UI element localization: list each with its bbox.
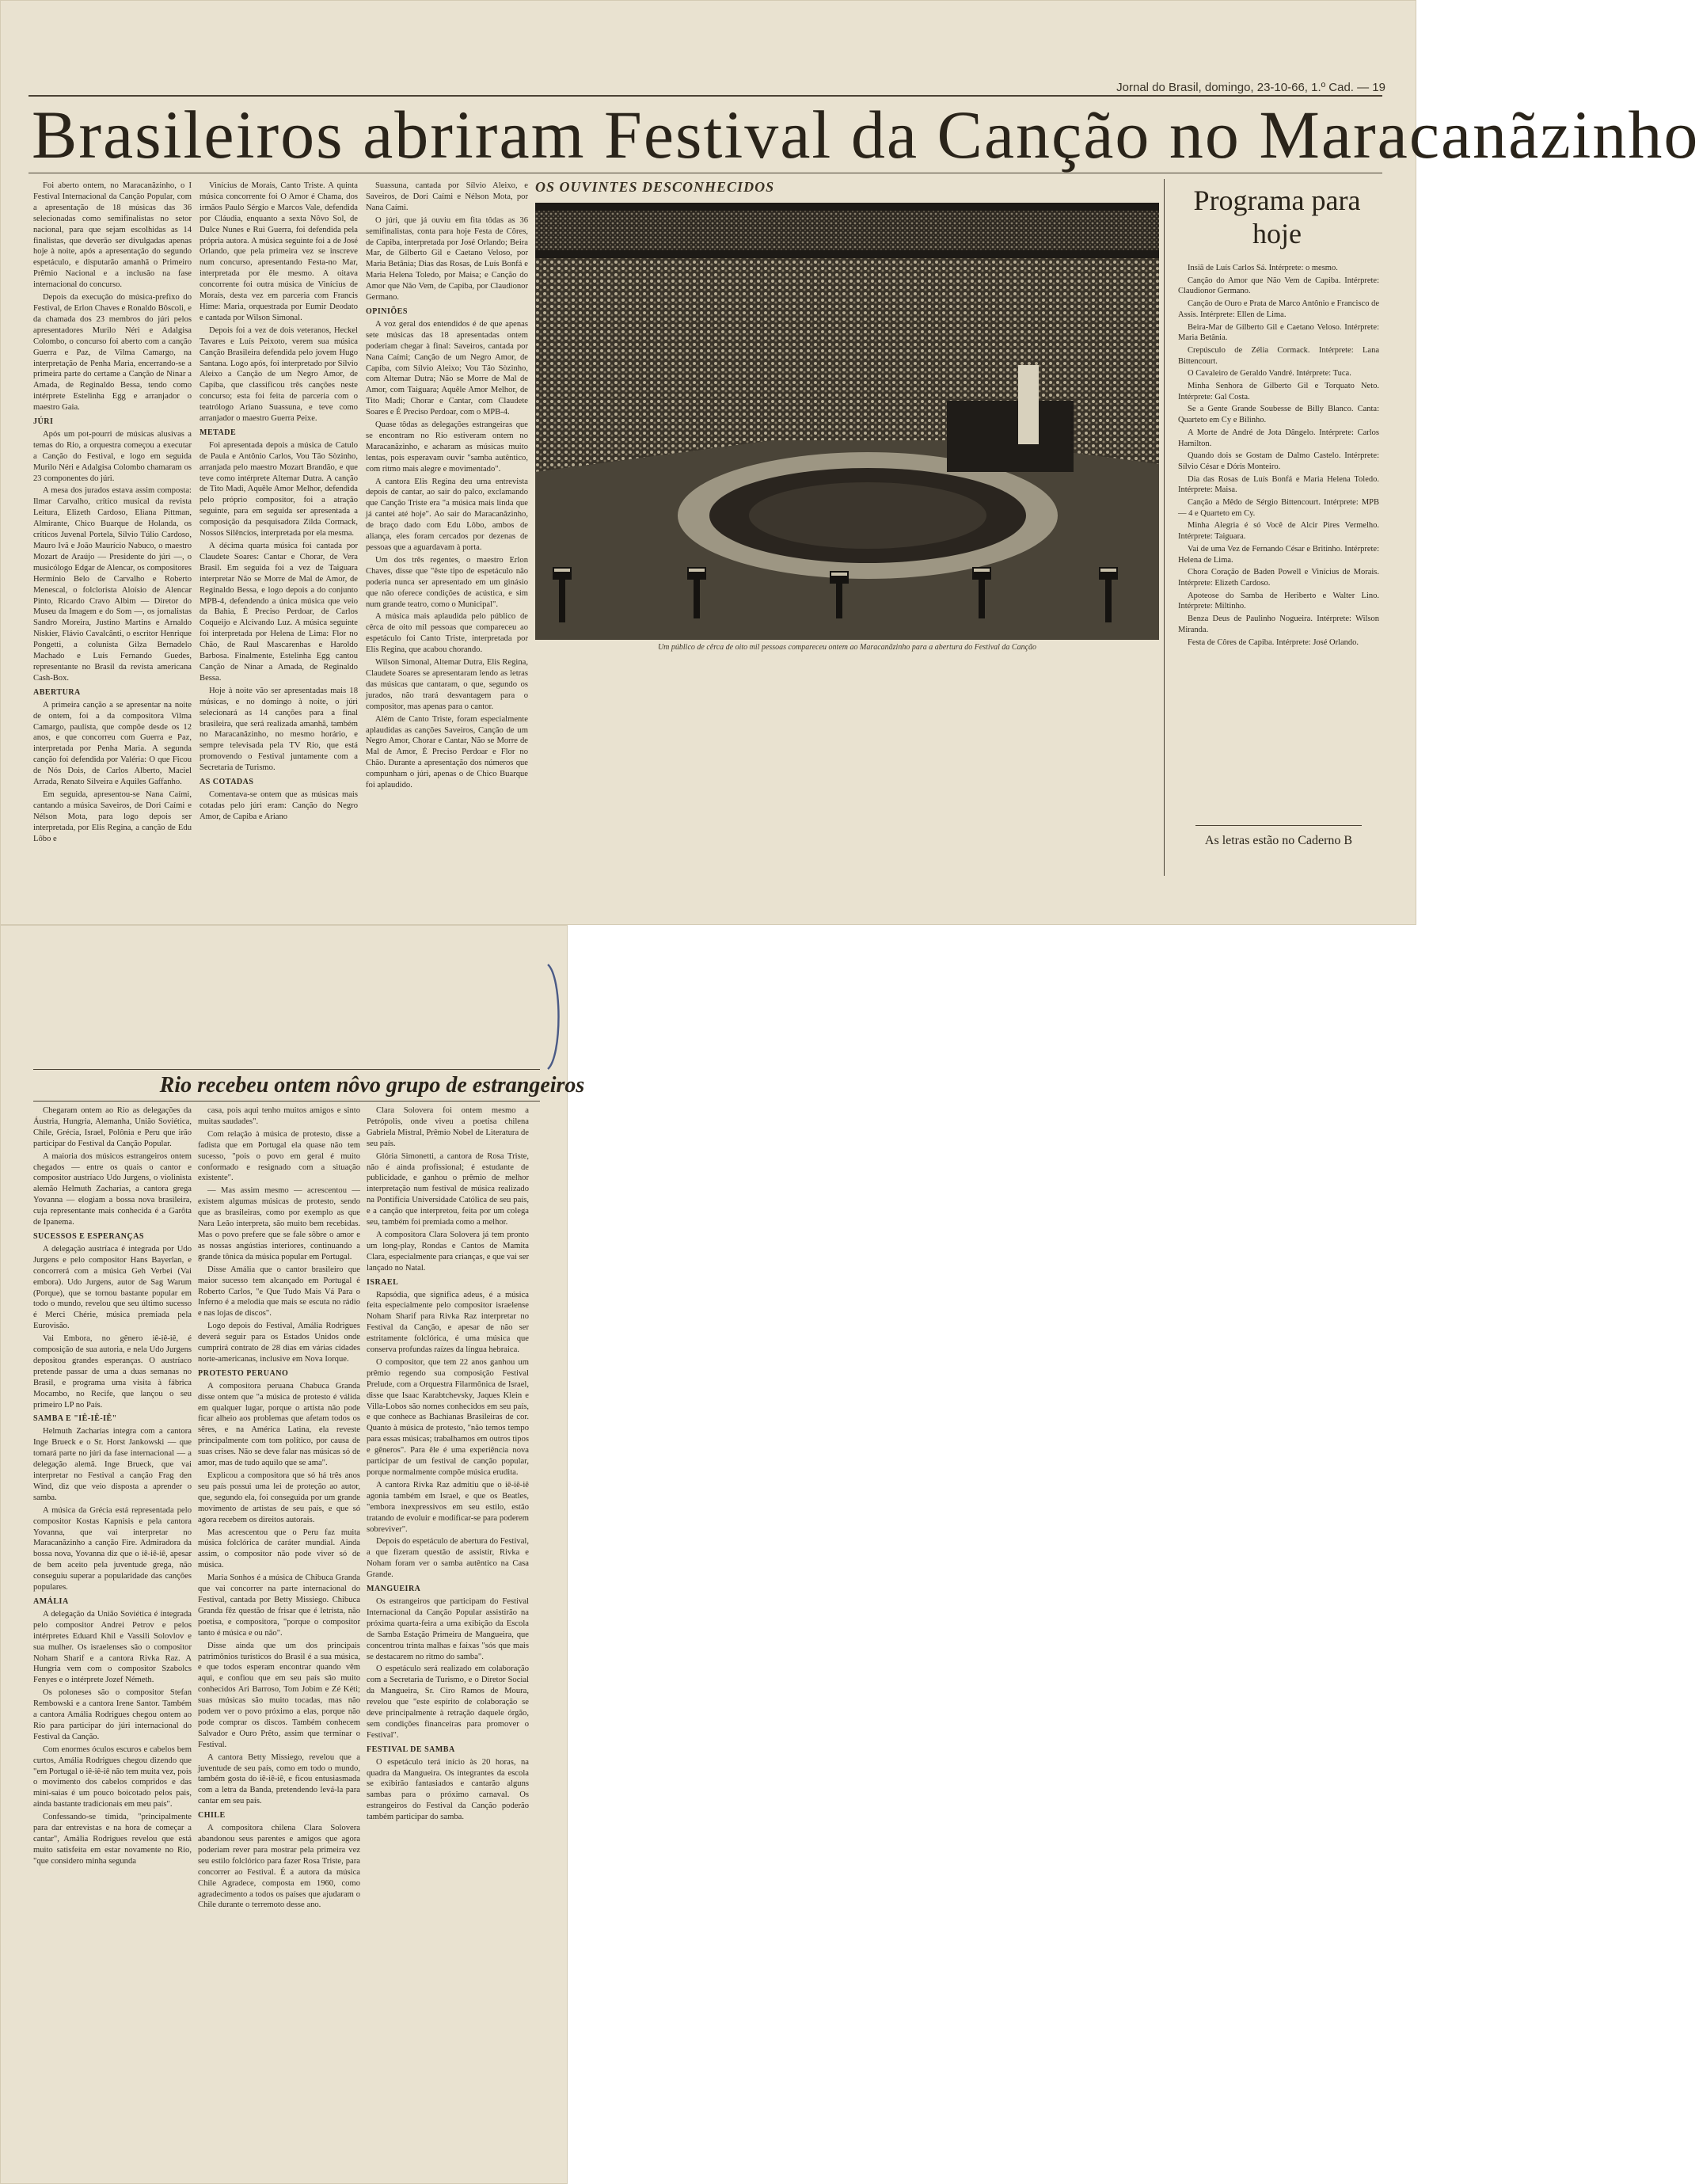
sub-headline-rule-bottom <box>33 1101 540 1102</box>
program-item: Chora Coração de Baden Powell e Vinícius de Morais. Intérprete: Elizeth Cardoso. <box>1178 568 1379 588</box>
paragraph: Disse ainda que um dos principais patrimônios turísticos do Brasil é a sua música, e que todos esperam encontrar quando vêm aqui, e confiou que em seu país são muito conhecidos Ari Barroso, Tom Jobim e Zé Kéti; suas músicas são muito tocadas, mas não podem ver o povo próximo a elas, porque não pode comprar os discos. Também conhecem Salvador e Ouro Prêto, assim que terminar o Festival. <box>198 1641 360 1749</box>
paragraph: Com enormes óculos escuros e cabelos bem curtos, Amália Rodrigues chegou dizendo que "em Portugal o iê-iê-iê não tem muita vez, pois o movimento dos cabelos compridos e das mini-saias é um pouco boicotado pelos pais, ainda bastante tradicionais em meu país". <box>33 1745 192 1809</box>
dateline: Jornal do Brasil, domingo, 23-10-66, 1.º Cad. — 19 <box>1116 81 1385 94</box>
sub-headline: Rio recebeu ontem nôvo grupo de estrangeiros <box>159 1073 585 1098</box>
section-subhead: SAMBA E "IÊ-IÊ-IÊ" <box>33 1414 117 1424</box>
paragraph: Logo depois do Festival, Amália Rodrigues deverá seguir para os Estados Unidos onde cumprirá contrato de 28 dias em várias cidades norte-americanas, inclusive em Nova Iorque. <box>198 1322 360 1364</box>
program-item: Minha Senhora de Gilberto Gil e Torquato Neto. Intérprete: Gal Costa. <box>1178 382 1379 401</box>
section-subhead: FESTIVAL DE SAMBA <box>367 1745 455 1754</box>
program-item: O Cavaleiro de Geraldo Vandré. Intérprete: Tuca. <box>1188 369 1351 379</box>
paragraph: Um dos três regentes, o maestro Erlon Chaves, disse que "êste tipo de espetáculo não poderia nunca ser apresentado em um ginásio que não oferece condições de acústica, e sim num grande teatro, como o Municipal". <box>366 555 528 609</box>
article-column-2 <box>200 181 358 1067</box>
program-item: Se a Gente Grande Soubesse de Billy Blanco. Canta: Quarteto em Cy e Bilinho. <box>1178 405 1379 425</box>
paragraph: A primeira canção a se apresentar na noite de ontem, foi a da compositora Vilma Camargo, paulista, que compõe desde os 12 anos, e que concorreu com Guerra e Paz, interpretada por Penha Maria. A segunda canção foi defendida por Valéria: O que Ficou de Nós Dois, de Carlos Alberto, Maciel Arrada, Renato Silveira e Aquiles Gaffanho. <box>33 700 192 787</box>
paragraph: O espetáculo será realizado em colaboração com a Secretaria de Turismo, e o Diretor Social da Mangueira, Sr. Ciro Ramos de Moura, revelou que "este espírito de colaboração se deve principalmente à retração daquele órgão, sem condições financeiras para promover o Festival". <box>367 1665 529 1740</box>
paragraph: A compositora chilena Clara Solovera abandonou seus parentes e amigos que agora poderiam rever para mostrar pela primeira vez seu estilo folclórico para fazer Rosa Triste, para concorrer ao Festival. É a autora da música Chile Agradece, composta em 1960, como agradecimento a todos os países que ajudaram o Chile durante o terremoto desse ano. <box>198 1824 360 1910</box>
paragraph: A cantora Elis Regina deu uma entrevista depois de cantar, ao sair do palco, exclamando que Canção Triste era "a música mais linda que já cantei até hoje". Ao sair do Maracanãzinho, de braço dado com Edu Lôbo, ambos de aliança, eles foram cercados por dezenas de pessoas que a aguardavam à porta. <box>366 477 528 552</box>
paragraph: Helmuth Zacharias integra com a cantora Inge Brueck e o Sr. Horst Jankowski — que tomará parte no júri da fase internacional — a delegação alemã. Inge Brueck, que vai interpretar no Festival a canção Frag den Wind, diz que veio disposta a aprender o samba. <box>33 1427 192 1502</box>
paragraph: A delegação da União Soviética é integrada pelo compositor Andrei Petrov e pelos intérpretes Eduard Khil e Vassili Solovlov e sua mulher. Os israelenses são o compositor Noham Sharif e a cantora Rivka Raz. A Hungria vem com o compositor Szabolcs Fenyes e o intérprete Jozef Németh. <box>33 1609 192 1685</box>
program-item: Crepúsculo de Zélia Cormack. Intérprete: Lana Bittencourt. <box>1178 345 1379 366</box>
paragraph: Além de Canto Triste, foram especialmente aplaudidas as canções Saveiros, Canção de um Negro Amor, Chorar e Cantar, Não se Morre de Mal de Amor, É Preciso Perdoar e Flor no Chão. Durante a apresentação dos números que compunham o júri, apenas o de Chico Buarque foi aplaudido. <box>366 714 528 790</box>
headline: Brasileiros abriram Festival da Canção no Maracanãzinho <box>32 97 1699 173</box>
article2-column-1 <box>33 1105 192 2178</box>
paragraph: A música da Grécia está representada pelo compositor Kostas Kapnisis e pela cantora Yovanna, que vai interpretar no Maracanãzinho a canção Fire. Admiradora da bossa nova, Yovanna diz que o iê-iê-iê, apesar de bem aceito pela juventude grega, não conseguiu superar a popularidade das canções populares. <box>33 1505 192 1592</box>
paragraph: Depois foi a vez de dois veteranos, Heckel Tavares e Luís Peixoto, verem sua música Canção Brasileira defendida pelo jovem Hugo Santana. Logo após, foi interpretado por Sílvio Aleixo a Canção de um Negro Amor, de Capiba, que classificou três canções neste concurso; esta foi feita de parceria com o teatrólogo Ariano Suassuna, e teve como arranjador o maestro Guerra Peixe. <box>200 325 358 424</box>
program-item: A Morte de André de Jota Dângelo. Intérprete: Carlos Hamilton. <box>1178 428 1379 448</box>
paragraph: Rapsódia, que significa adeus, é a música feita especialmente pelo compositor israelense Noham Sharif para Rivka Raz interpretar no Festival da Canção, e apesar de não ser estritamente folclórica, é uma música que conserva profundas raízes da língua hebraica. <box>367 1290 529 1355</box>
sidebar-title: Programa para hoje <box>1193 185 1361 249</box>
paragraph: Depois do espetáculo de abertura do Festival, a que fizeram questão de assistir, Rivka e Noham foram ver o samba autêntico na Casa Grande. <box>367 1537 529 1580</box>
paragraph: A compositora peruana Chabuca Granda disse ontem que "a música de protesto é válida em qualquer lugar, porque o artista não pode ficar alheio aos problemas que afetam todos os sêres, e na América Latina, ela reveste principalmente com tom político, por causa de suas crises. Não se deve falar nas músicas só de amor, mas de tudo aquilo que se ama". <box>198 1381 360 1468</box>
paragraph: Suassuna, cantada por Sílvio Aleixo, e Saveiros, de Dori Caími e Nélson Mota, por Nana Caími. <box>366 181 528 212</box>
paragraph: A cantora Betty Missiego, revelou que a juventude de seu país, como em todo o mundo, também gosta do iê-iê-iê, e ficou entusiasmada com a letra da Banda, pretendendo levá-la para cantar em seu país. <box>198 1752 360 1806</box>
section-subhead: OPINIÕES <box>366 306 408 316</box>
paragraph: casa, pois aqui tenho muitos amigos e sinto muitas saudades". <box>198 1106 360 1126</box>
paragraph: Mas acrescentou que o Peru faz muita música folclórica de caráter mundial. Ainda assim, o compositor não pode viver só de música. <box>198 1528 360 1570</box>
program-item: Vai de uma Vez de Fernando César e Britinho. Intérprete: Helena de Lima. <box>1178 544 1379 565</box>
paragraph: O compositor, que tem 22 anos ganhou um prêmio regendo sua composição Festival Prelude, com a Orquestra Filarmônica de Israel, disse que Isaac Karabtchevsky, Jaques Klein e Villa-Lobos são nomes conhecidos em seu país, e que conhece as Bachianas Brasileiras de cor. Quanto à música de protesto, "não temos tempo para essas músicas; trabalhamos em outros tipos e gêneros". Para êle é uma experiência nova participar de um festival de canção popular, porque normalmente compõe música erudita. <box>367 1357 529 1477</box>
sub-headline-rule-top <box>33 1069 540 1070</box>
program-item: Quando dois se Gostam de Dalmo Castelo. Intérprete: Sílvio César e Dóris Monteiro. <box>1178 451 1379 471</box>
paragraph: O júri, que já ouviu em fita tôdas as 36 semifinalistas, conta para hoje Festa de Côres, de Capiba, interpretada por José Orlando; Beira Mar, de Gilberto Gil e Caetano Veloso, por Maria Betânia; Dias das Rosas, de Luís Bonfá e Maria Helena Toledo, por Maisa; e Canção do Amor que Não Vem, de Capiba, por Claudionor Germano. <box>366 215 528 302</box>
paragraph: Em seguida, apresentou-se Nana Caími, cantando a música Saveiros, de Dori Caími e Nélson Mota, para logo depois ser interpretada, por Elis Regina, a canção de Edu Lôbo e <box>33 790 192 843</box>
section-subhead: SUCESSOS E ESPERANÇAS <box>33 1231 144 1241</box>
sidebar-note: As letras estão no Caderno B <box>1204 834 1353 847</box>
paragraph: Chegaram ontem ao Rio as delegações da Áustria, Hungria, Alemanha, União Soviética, Chile, Grécia, Israel, Polônia e Peru que irão participar do Festival da Canção Popular. <box>33 1106 192 1148</box>
paragraph: A compositora Clara Solovera já tem pronto um long-play, Rondas e Cantos de Mamita Clara, especialmente para crianças, e que vai ser lançado no Natal. <box>367 1230 529 1273</box>
sidebar-program-list <box>1178 263 1379 821</box>
program-item: Canção de Ouro e Prata de Marco Antônio e Francisco de Assis. Intérprete: Ellen de Lima. <box>1178 299 1380 319</box>
paragraph: Após um pot-pourri de músicas alusivas a temas do Rio, a orquestra começou a executar a Canção do Festival, e logo em seguida Murilo Néri e Adalgisa Colombo chamaram os 23 componentes do júri. <box>33 429 192 483</box>
section-subhead: METADE <box>200 428 237 437</box>
photo-label: OS OUVINTES DESCONHECIDOS <box>535 179 775 195</box>
paragraph: Maria Sonhos é a música de Chibuca Granda que vai concorrer na parte internacional do Festival, cantada por Betty Missiego. Chibuca Granda fêz questão de frisar que é letrista, não poetisa, e compositora, "porque o compositor tanto é música e ou não". <box>198 1573 360 1638</box>
paragraph: Depois da execução do música-prefixo do Festival, de Erlon Chaves e Ronaldo Bôscoli, e da chamada dos 23 membros do júri pelos apresentadores Murilo Néri e Adalgisa Colombo, o concurso foi aberto com a canção Guerra e Paz, de Vilma Camargo, na interpretação de Penha Maria, encerrando-se a primeira parte do certame a Canção de Ninar a Amada, de Reginaldo Bessa, tendo como intérprete Estelinha Egg e arranjador o maestro Gaia. <box>33 293 192 413</box>
paragraph: Vai Embora, no gênero iê-iê-iê, é composição de sua autoria, e nela Udo Jurgens depositou grandes esperanças. O austríaco pretende passar de uma a duas semanas no Brasil, e programa uma visita à fábrica Mocambo, no Recife, que lançou o seu primeiro LP no País. <box>33 1334 192 1410</box>
paragraph: A mesa dos jurados estava assim composta: Ilmar Carvalho, crítico musical da revista Leitura, Elizeth Cardoso, Eliana Pittman, Almirante, Chico Buarque de Holanda, os críticos Juvenal Portela, Sílvio Túlio Cardoso, Mauro Ivã e João Maurício Nabuco, o maestro Mozart de Araújo — Presidente do júri —, o musicólogo Edgar de Alencar, os compositores Hermínio Belo de Carvalho e Roberto Menescal, o folclorista Aloísio de Alencar Pinto, Ricardo Cravo Albim — Diretor do Museu da Imagem e do Som —, os jornalistas Sandro Moreira, Justino Martins e Arnaldo Niskier, Flávio Cavalcânti, o escritor Henrique Pongetti, a colunista Gilza Bernadelo Machado e Luís Fernando Guedes, representante no Brasil da revista americana Cash-Box. <box>33 486 192 683</box>
program-item: Insiã de Luís Carlos Sá. Intérprete: o mesmo. <box>1188 264 1338 272</box>
program-item: Dia das Rosas de Luís Bonfá e Maria Helena Toledo. Intérprete: Maisa. <box>1178 474 1379 495</box>
paragraph: Com relação à música de protesto, disse a fadista que em Portugal ela quase não tem sucesso, "pois o povo em geral é muito conformado e resignado com a situação existente". <box>198 1129 360 1183</box>
paragraph: Vinícius de Morais, Canto Triste. A quinta música concorrente foi O Amor é Chama, dos irmãos Paulo Sérgio e Marcos Vale, defendida por Cláudia, enquanto a sexta Nôvo Sol, de Dulce Nunes e Rui Guerra, foi defendida pela própria autora. A música seguinte foi a de José Orlando, que pela primeira vez se inscreve num concurso, apresentando Festa-no Mar, interpretada por êle mesmo. A oitava concorrente foi outra música de Vinícius de Morais, desta vez em parceria com Francis Hime: Maria, orquestrada por Eumir Deodato e cantada por Wilson Simonal. <box>200 181 358 322</box>
section-subhead: ABERTURA <box>33 687 81 697</box>
paragraph: — Mas assim mesmo — acrescentou — existem algumas músicas de protesto, sendo que as brasileiras, como por exemplo as que Nara Leão interpreta, são muito bem recebidas. Mas o povo prefere que se fale sôbre o amor e as nossas angústias interiores, continuando a grande tônica da música popular em Portugal. <box>198 1186 360 1261</box>
program-item: Festa de Côres de Capiba. Intérprete: José Orlando. <box>1188 637 1359 647</box>
sidebar-rule <box>1164 179 1165 876</box>
paragraph: A cantora Rivka Raz admitiu que o iê-iê-iê agonia também em Israel, e que os Beatles, "embora inexpressivos em seu estilo, estão tratando de evoluir e modificar-se para poderem sobreviver". <box>367 1480 529 1534</box>
paragraph: Disse Amália que o cantor brasileiro que maior sucesso tem alcançado em Portugal é Roberto Carlos, "e Que Tudo Mais Vá Para o Inferno é a melodia que mais se escuta no rádio e nas lojas de discos". <box>198 1265 360 1318</box>
paragraph: Os estrangeiros que participam do Festival Internacional da Canção Popular assistirão na próxima quarta-feira a uma exibição da Escola de Samba Estação Primeira de Mangueira, que concentrou trinta malhas e faixas "sós que mais se destacarem no ritmo do samba". <box>367 1596 529 1661</box>
section-subhead: ISRAEL <box>367 1277 399 1287</box>
paragraph: A maioria dos músicos estrangeiros ontem chegados — entre os quais o cantor e compositor austríaco Udo Jurgens, o violinista alemão Helmuth Zacharias, a cantora grega Yovanna — elogiam a bossa nova brasileira, cuja representante mais conhecida é a Garôta de Ipanema. <box>33 1151 192 1227</box>
sidebar-note-rule <box>1195 825 1362 826</box>
paragraph: A música mais aplaudida pelo público de cêrca de oito mil pessoas que compareceu ao espetáculo foi Canto Triste, interpretada por Elis Regina, que acabou chorando. <box>366 612 528 655</box>
paragraph: O espetáculo terá início às 20 horas, na quadra da Mangueira. Os integrantes da escola se exibirão fantasiados e cantarão alguns sambas para o próximo carnaval. Os estrangeiros do Festival da Canção poderão também participar do samba. <box>367 1757 529 1822</box>
paragraph: Os poloneses são o compositor Stefan Rembowski e a cantora Irene Santor. Também a cantora Amália Rodrigues chegou ontem ao Rio para participar do júri internacional do Festival da Canção. <box>33 1688 192 1741</box>
section-subhead: MANGUEIRA <box>367 1585 421 1594</box>
paragraph: Wilson Simonal, Altemar Dutra, Elis Regina, Claudete Soares se apresentaram lendo as letras das músicas que cantaram, o que, segundo os jurados, não trará desvantagem para o compositor, mas apenas para o cantor. <box>366 658 528 711</box>
paragraph: Confessando-se tímida, "principalmente para dar entrevistas e na hora de começar a cantar", Amália Rodrigues revelou que está muito satisfeita em estar novamente no Rio, "que considero minha segunda <box>33 1813 192 1866</box>
section-subhead: CHILE <box>198 1811 226 1821</box>
article2-column-3 <box>367 1105 529 2178</box>
paragraph: Comentava-se ontem que as músicas mais cotadas pelo júri eram: Canção do Negro Amor, de Capiba e Ariano <box>200 790 358 821</box>
paragraph: A delegação austríaca é integrada por Udo Jurgens e pelo compositor Hans Bayerlan, e concorrerá com a música Geh Verbei (Vai embora). Udo Jurgens, autor de Sag Warum (Porque), que se tornou bastante popular em todo o mundo, revelou que seu último sucesso é Merci Chérie, música premiada pela Eurovisão. <box>33 1244 192 1331</box>
program-item: Apoteose do Samba de Heriberto e Walter Lino. Intérprete: Miltinho. <box>1178 591 1379 611</box>
paragraph: A décima quarta música foi cantada por Claudete Soares: Cantar e Chorar, de Vera Brasil. Em seguida foi a vez de Taiguara interpretar Não se Morre de Mal de Amor, de Reginaldo Bessa, e logo depois a do conjunto MPB-4, defendendo a única música que veio da Bahia, É Preciso Perdoar, de Carlos Coqueijo e Alcivando Luz. A música seguinte foi interpretada por Helena de Lima: Flor no Chão, de Raul Mascarenhas e Haroldo Barbosa. Finalmente, Estelinha Egg cantou Canção de Ninar a Amada, de Reginaldo Bessa. <box>200 542 358 683</box>
paragraph: Quase tôdas as delegações estrangeiras que se encontram no Rio estiveram ontem no Maracanãzinho, e acharam as músicas muito lentas, pois esperavam ouvir "samba autêntico, com ritmo mais alegre e movimentado". <box>366 420 528 474</box>
section-subhead: AMÁLIA <box>33 1596 69 1606</box>
concert-photo <box>535 203 1159 640</box>
program-item: Beira-Mar de Gilberto Gil e Caetano Veloso. Intérprete: Maria Betânia. <box>1178 322 1379 343</box>
photo-caption: Um público de cêrca de oito mil pessoas compareceu ontem ao Maracanãzinho para a abertura do Festival da Canção <box>657 643 1037 652</box>
article-column-1 <box>33 181 192 1067</box>
paragraph: Hoje à noite vão ser apresentadas mais 18 músicas, e no domingo à noite, o júri selecionará as 14 canções para a final brasileira, que será realizada amanhã, também no Maracanãzinho, no mesmo horário, e sempre televisada pela TV Rio, que está promovendo o Festival juntamente com a Secretaria de Turismo. <box>200 686 358 773</box>
program-item: Benza Deus de Paulinho Nogueira. Intérprete: Wilson Miranda. <box>1178 614 1379 634</box>
paragraph: A voz geral dos entendidos é de que apenas sete músicas das 18 apresentadas ontem poderiam chegar à final: Saveiros, cantada por Nana Caími; Canção de um Negro Amor, de Capiba, com Sílvio Aleixo; Vou Tão Sòzinho, com Altemar Dutra; Não se Morre de Mal de Amor, com Taiguara; Aquêle Amor Melhor, de Tito Madi; Chorar e Cantar, com Claudete Soares e É Preciso Perdoar, com o MPB-4. <box>366 319 528 417</box>
program-item: Canção a Mêdo de Sérgio Bittencourt. Intérprete: MPB — 4 e Quarteto em Cy. <box>1178 498 1379 518</box>
article-column-3 <box>366 181 528 1067</box>
section-subhead: AS COTADAS <box>200 778 254 787</box>
article2-column-2 <box>198 1105 360 2178</box>
paragraph: Explicou a compositora que só há três anos seu país possui uma lei de proteção ao autor, que, segundo ela, foi conseguida por um grande movimento de artistas de seu país, e que só agora recebem os direitos autorais. <box>198 1471 360 1524</box>
paragraph: Clara Solovera foi ontem mesmo a Petrópolis, onde viveu a poetisa chilena Gabriela Mistral, Prêmio Nobel de Literatura de seu país. <box>367 1106 529 1148</box>
paragraph: Glória Simonetti, a cantora de Rosa Triste, não é ainda profissional; é estudante de publicidade, e ganhou o prêmio de melhor interpretação num festival de música realizado na Pontifícia Universidade Católica de seu país, e a canção que interpretou, feita por um colega seu, também foi premiada como a melhor. <box>367 1151 529 1227</box>
ink-bracket-mark <box>545 961 568 1072</box>
paragraph: Foi apresentada depois a música de Catulo de Paula e Antônio Carlos, Vou Tão Sòzinho, arranjada pelo maestro Mozart Brandão, e que teve como intérprete Altemar Dutra. A canção de Tito Madi, Aquêle Amor Melhor, defendida pelo próprio compositor, foi a atração seguinte, para em seguida ser apresentada a composição da pesquisadora Zilda Cormack, Nossos Silêncios, interpretada por ela mesma. <box>200 440 358 538</box>
program-item: Canção do Amor que Não Vem de Capiba. Intérprete: Claudionor Germano. <box>1178 276 1379 296</box>
section-subhead: JÚRI <box>33 417 54 427</box>
section-subhead: PROTESTO PERUANO <box>198 1368 289 1378</box>
program-item: Minha Alegria é só Você de Alcir Pires Vermelho. Intérprete: Taiguara. <box>1178 521 1379 542</box>
paragraph: Foi aberto ontem, no Maracanãzinho, o I Festival Internacional da Canção Popular, com a apresentação de 18 músicas das 36 selecionadas como semifinalistas no setor nacional, para que sejam escolhidas as 14 finalistas, que deverão ser divulgadas apenas hoje à noite, após a apresentação do segundo espetáculo, e disputarão amanhã o Primeiro Prêmio Nacional e a inclusão na fase internacional do concurso. <box>33 181 192 290</box>
